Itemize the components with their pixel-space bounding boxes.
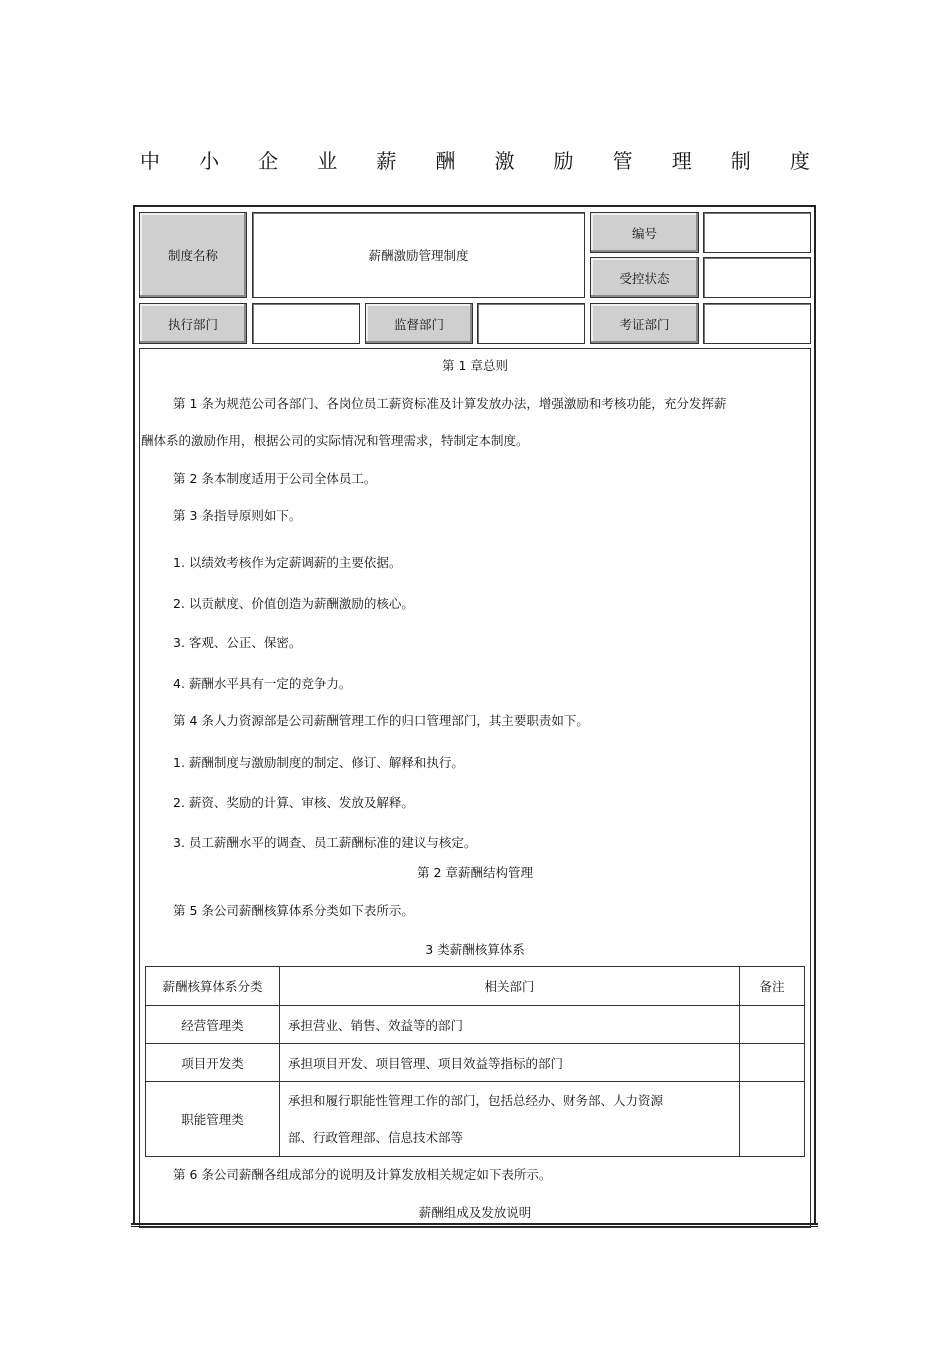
number-field[interactable] xyxy=(703,212,811,253)
article-1-line-1: 第 1 条为规范公司各部门、各岗位员工薪资标准及计算发放办法，增强激励和考核功能，充分发挥薪 xyxy=(173,396,727,411)
exec-dept-field[interactable] xyxy=(252,303,360,344)
title-char: 激 xyxy=(494,149,515,173)
title-char: 业 xyxy=(317,149,338,173)
article-3-item: 3. 客观、公正、保密。 xyxy=(173,635,302,650)
title-char: 制 xyxy=(730,149,751,173)
title-char: 企 xyxy=(258,149,279,173)
verify-dept-label: 考证部门 xyxy=(590,303,699,344)
article-5: 第 5 条公司薪酬核算体系分类如下表所示。 xyxy=(173,903,414,918)
title-char: 酬 xyxy=(435,149,456,173)
table-cell-dept: 承担项目开发、项目管理、项目效益等指标的部门 xyxy=(280,1044,740,1082)
chapter-1-heading: 第 1 章总则 xyxy=(442,358,508,373)
title-char: 薪 xyxy=(376,149,397,173)
table-cell-note xyxy=(740,1082,805,1157)
table-cell-dept-line: 部、行政管理部、信息技术部等 xyxy=(288,1130,464,1145)
supervise-dept-field[interactable] xyxy=(477,303,585,344)
table-cell-dept xyxy=(280,1082,740,1157)
article-4-item: 3. 员工薪酬水平的调查、员工薪酬标准的建议与核定。 xyxy=(173,835,477,850)
table-header-row xyxy=(146,967,805,1006)
number-label: 编号 xyxy=(590,212,699,253)
table-cell-note xyxy=(740,1044,805,1082)
title-char: 小 xyxy=(199,149,220,173)
title-char: 励 xyxy=(553,149,574,173)
table-cell-category: 项目开发类 xyxy=(146,1044,280,1082)
article-3-item: 4. 薪酬水平具有一定的竞争力。 xyxy=(173,676,352,691)
title-char: 理 xyxy=(671,149,692,173)
table-row xyxy=(146,1006,805,1044)
table-2-caption: 薪酬组成及发放说明 xyxy=(418,1205,532,1220)
table-cell-dept-line: 承担和履行职能性管理工作的部门，包括总经办、财务部、人力资源 xyxy=(288,1093,664,1108)
table-caption: 3 类薪酬核算体系 xyxy=(425,942,525,957)
verify-dept-field[interactable] xyxy=(703,303,811,344)
article-1-line-2: 酬体系的激励作用，根据公司的实际情况和管理需求，特制定本制度。 xyxy=(141,433,529,448)
policy-name-label: 制度名称 xyxy=(139,212,247,298)
table-header-note: 备注 xyxy=(740,967,805,1006)
control-status-label: 受控状态 xyxy=(590,257,699,298)
policy-name-value: 薪酬激励管理制度 xyxy=(252,212,585,298)
table-cell-note xyxy=(740,1006,805,1044)
article-3-item: 1. 以绩效考核作为定薪调薪的主要依据。 xyxy=(173,555,402,570)
document-title xyxy=(140,146,810,176)
exec-dept-label: 执行部门 xyxy=(139,303,247,344)
article-6: 第 6 条公司薪酬各组成部分的说明及计算发放相关规定如下表所示。 xyxy=(173,1167,552,1182)
article-4: 第 4 条人力资源部是公司薪酬管理工作的归口管理部门，其主要职责如下。 xyxy=(173,713,589,728)
table-cell-dept: 承担营业、销售、效益等的部门 xyxy=(280,1006,740,1044)
article-4-item: 2. 薪资、奖励的计算、审核、发放及解释。 xyxy=(173,795,414,810)
chapter-2-heading: 第 2 章薪酬结构管理 xyxy=(417,865,533,880)
table-row xyxy=(146,1044,805,1082)
article-3-item: 2. 以贡献度、价值创造为薪酬激励的核心。 xyxy=(173,596,414,611)
title-char: 管 xyxy=(612,149,633,173)
table-cell-category: 经营管理类 xyxy=(146,1006,280,1044)
table-cell-category: 职能管理类 xyxy=(146,1082,280,1157)
title-char: 度 xyxy=(789,149,810,173)
table-header-dept: 相关部门 xyxy=(280,967,740,1006)
table-header-category: 薪酬核算体系分类 xyxy=(146,967,280,1006)
table-row xyxy=(146,1082,805,1157)
page-bottom-rule xyxy=(131,1223,818,1227)
control-status-field[interactable] xyxy=(703,257,811,298)
supervise-dept-label: 监督部门 xyxy=(365,303,473,344)
title-char: 中 xyxy=(140,149,160,173)
article-3: 第 3 条指导原则如下。 xyxy=(173,508,302,523)
salary-system-table xyxy=(145,966,805,1157)
article-4-item: 1. 薪酬制度与激励制度的制定、修订、解释和执行。 xyxy=(173,755,464,770)
article-2: 第 2 条本制度适用于公司全体员工。 xyxy=(173,471,377,486)
